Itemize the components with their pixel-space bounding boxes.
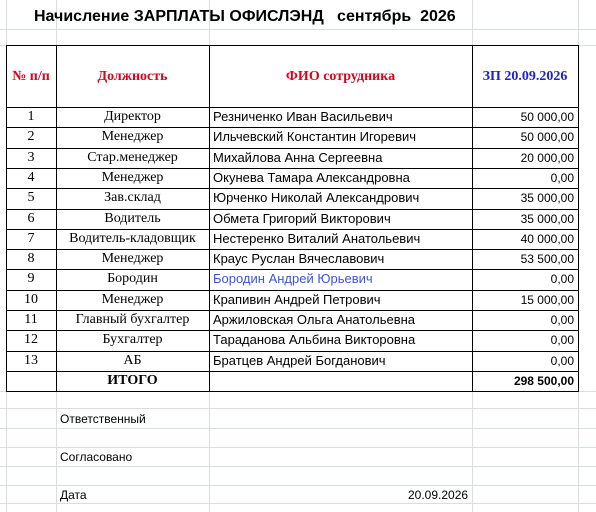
row-num[interactable]: 1 xyxy=(27,109,35,124)
header-name: ФИО сотрудника xyxy=(285,69,396,84)
row-num[interactable]: 8 xyxy=(27,251,35,266)
row-num[interactable]: 2 xyxy=(27,129,35,144)
row-salary[interactable]: 50 000,00 xyxy=(520,130,574,144)
row-salary[interactable]: 35 000,00 xyxy=(520,212,574,226)
row-employee-name[interactable]: Резниченко Иван Васильевич xyxy=(213,109,393,124)
row-employee-name[interactable]: Ильчевский Константин Игоревич xyxy=(213,129,417,144)
row-salary[interactable]: 0,00 xyxy=(550,354,574,368)
row-position[interactable]: Бухгалтер xyxy=(102,332,163,347)
row-position[interactable]: Главный бухгалтер xyxy=(75,312,190,327)
row-num[interactable]: 5 xyxy=(27,190,35,205)
row-position[interactable]: Директор xyxy=(104,109,161,124)
row-position[interactable]: Стар.менеджер xyxy=(87,150,178,165)
row-employee-name[interactable]: Крапивин Андрей Петрович xyxy=(213,292,381,307)
row-salary[interactable]: 0,00 xyxy=(550,313,574,327)
row-employee-name[interactable]: Краус Руслан Вячеславович xyxy=(213,251,385,266)
row-employee-name[interactable]: Обмета Григорий Викторович xyxy=(213,211,391,226)
row-salary[interactable]: 0,00 xyxy=(550,333,574,347)
row-employee-name[interactable]: Братцев Андрей Богданович xyxy=(213,353,386,368)
total-label[interactable]: ИТОГО xyxy=(107,373,158,388)
row-salary[interactable]: 35 000,00 xyxy=(520,191,574,205)
row-num[interactable]: 13 xyxy=(24,353,38,368)
row-num[interactable]: 7 xyxy=(27,231,35,246)
row-num[interactable]: 12 xyxy=(24,332,38,347)
row-salary[interactable]: 40 000,00 xyxy=(520,232,574,246)
row-num[interactable]: 6 xyxy=(27,211,35,226)
row-position[interactable]: Водитель-кладовщик xyxy=(69,231,196,246)
row-employee-name[interactable]: Аржиловская Ольга Анатольевна xyxy=(213,312,416,327)
row-num[interactable]: 11 xyxy=(24,312,38,327)
row-num[interactable]: 4 xyxy=(27,170,35,185)
row-position[interactable]: Зав.склад xyxy=(104,190,161,205)
row-employee-name[interactable]: Михайлова Анна Сергеевна xyxy=(213,150,383,165)
row-salary[interactable]: 20 000,00 xyxy=(520,151,574,165)
row-salary[interactable]: 0,00 xyxy=(550,272,574,286)
row-position[interactable]: Менеджер xyxy=(101,292,164,307)
row-employee-name[interactable]: Нестеренко Виталий Анатольевич xyxy=(213,231,421,246)
row-position[interactable]: Менеджер xyxy=(101,251,164,266)
date-value[interactable]: 20.09.2026 xyxy=(408,488,469,502)
header-salary: ЗП 20.09.2026 xyxy=(482,69,568,84)
row-position[interactable]: Бородин xyxy=(107,271,158,286)
row-salary[interactable]: 50 000,00 xyxy=(520,110,574,124)
row-employee-name[interactable]: Окунева Тамара Александровна xyxy=(213,170,410,185)
row-salary[interactable]: 0,00 xyxy=(550,171,574,185)
row-num[interactable]: 9 xyxy=(27,271,35,286)
row-employee-name[interactable]: Бородин Андрей Юрьевич xyxy=(213,271,373,286)
row-salary[interactable]: 53 500,00 xyxy=(520,252,574,266)
responsible-label[interactable]: Ответственный xyxy=(60,412,146,426)
row-num[interactable]: 3 xyxy=(27,150,35,165)
row-num[interactable]: 10 xyxy=(24,292,38,307)
header-position: Должность xyxy=(97,69,168,84)
row-position[interactable]: Менеджер xyxy=(101,129,164,144)
total-value[interactable]: 298 500,00 xyxy=(513,374,574,388)
header-num: № п/п xyxy=(12,69,50,84)
row-position[interactable]: АБ xyxy=(123,353,142,368)
row-position[interactable]: Менеджер xyxy=(101,170,164,185)
row-employee-name[interactable]: Тараданова Альбина Викторовна xyxy=(213,332,416,347)
approved-label[interactable]: Согласовано xyxy=(60,450,133,464)
sheet-title: Начисление ЗАРПЛАТЫ ОФИСЛЭНД сентябрь 2026 xyxy=(34,8,456,25)
row-salary[interactable]: 15 000,00 xyxy=(520,293,574,307)
row-employee-name[interactable]: Юрченко Николай Александрович xyxy=(213,190,420,205)
row-position[interactable]: Водитель xyxy=(104,211,161,226)
date-label[interactable]: Дата xyxy=(60,488,87,502)
